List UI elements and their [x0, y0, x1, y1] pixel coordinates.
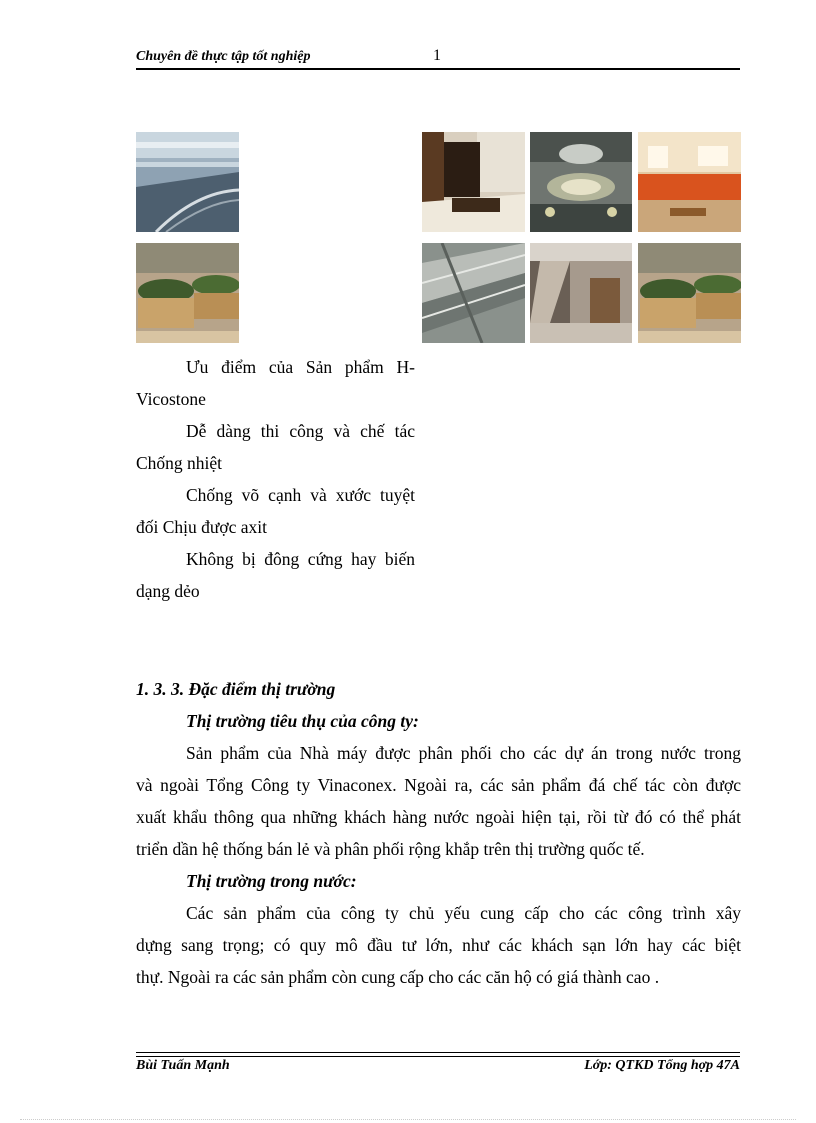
header-title: Chuyên đề thực tập tốt nghiệp — [136, 49, 311, 64]
orange-lounge-photo — [638, 132, 741, 232]
subheading-domestic-market: Thị trường trong nước: — [186, 871, 357, 891]
header-rule — [136, 68, 740, 70]
advantage-line-4: Chống nhiệt — [136, 453, 223, 473]
advantage-line-3: Dễ dàng thi công và chế tác — [186, 421, 415, 441]
section-heading: 1. 3. 3. Đặc điểm thị trường — [136, 679, 336, 699]
mall-atrium-floor-photo — [136, 132, 239, 232]
chandelier-hall-photo — [530, 132, 632, 232]
planter-boxes-photo — [136, 243, 239, 343]
paragraph-1-line-2: và ngoài Tổng Công ty Vinaconex. Ngoài ra, các sản phẩm đá chế tác còn được — [136, 775, 741, 795]
paragraph-2-line-3: thự. Ngoài ra các sản phẩm còn cung cấp cho các căn hộ có giá thành cao . — [136, 967, 660, 987]
footer-class: Lớp: QTKD Tổng hợp 47A — [584, 1058, 740, 1073]
advantage-line-6: đối Chịu được axit — [136, 517, 268, 537]
footer-rule-inner — [136, 1056, 740, 1057]
advantage-line-5: Chống võ cạnh và xước tuyệt — [186, 485, 415, 505]
advantage-line-7: Không bị đông cứng hay biến — [186, 549, 415, 569]
lobby-doorway-photo — [422, 132, 525, 232]
paragraph-1-line-4: triển dần hệ thống bán lẻ và phân phối rộng khắp trên thị trường quốc tế. — [136, 839, 645, 859]
paragraph-2-line-1: Các sản phẩm của công ty chủ yếu cung cấp cho các công trình xây — [186, 903, 741, 923]
page-bottom-border — [20, 1119, 796, 1120]
page-number: 1 — [433, 47, 441, 64]
footer-rule — [136, 1052, 740, 1053]
page-header — [136, 49, 740, 69]
subheading-consumption-market: Thị trường tiêu thụ của công ty: — [186, 711, 419, 731]
paragraph-1-line-3: xuất khẩu thông qua những khách hàng nước ngoài hiện tại, rồi từ đó có thể phát — [136, 807, 741, 827]
glass-stair-photo — [422, 243, 525, 343]
paragraph-2-line-2: dựng sang trọng; có quy mô đầu tư lớn, như các khách sạn lớn hay các biệt — [136, 935, 741, 955]
advantage-line-1: Ưu điểm của Sản phẩm H- — [186, 357, 415, 377]
advantage-line-8: dạng dẻo — [136, 581, 200, 601]
planter-boxes-photo — [638, 243, 741, 343]
advantage-line-2: Vicostone — [136, 389, 206, 409]
footer-author: Bùi Tuấn Mạnh — [136, 1058, 230, 1073]
paragraph-1-line-1: Sản phẩm của Nhà máy được phân phối cho các dự án trong nước trong — [186, 743, 741, 763]
staircase-interior-photo — [530, 243, 632, 343]
